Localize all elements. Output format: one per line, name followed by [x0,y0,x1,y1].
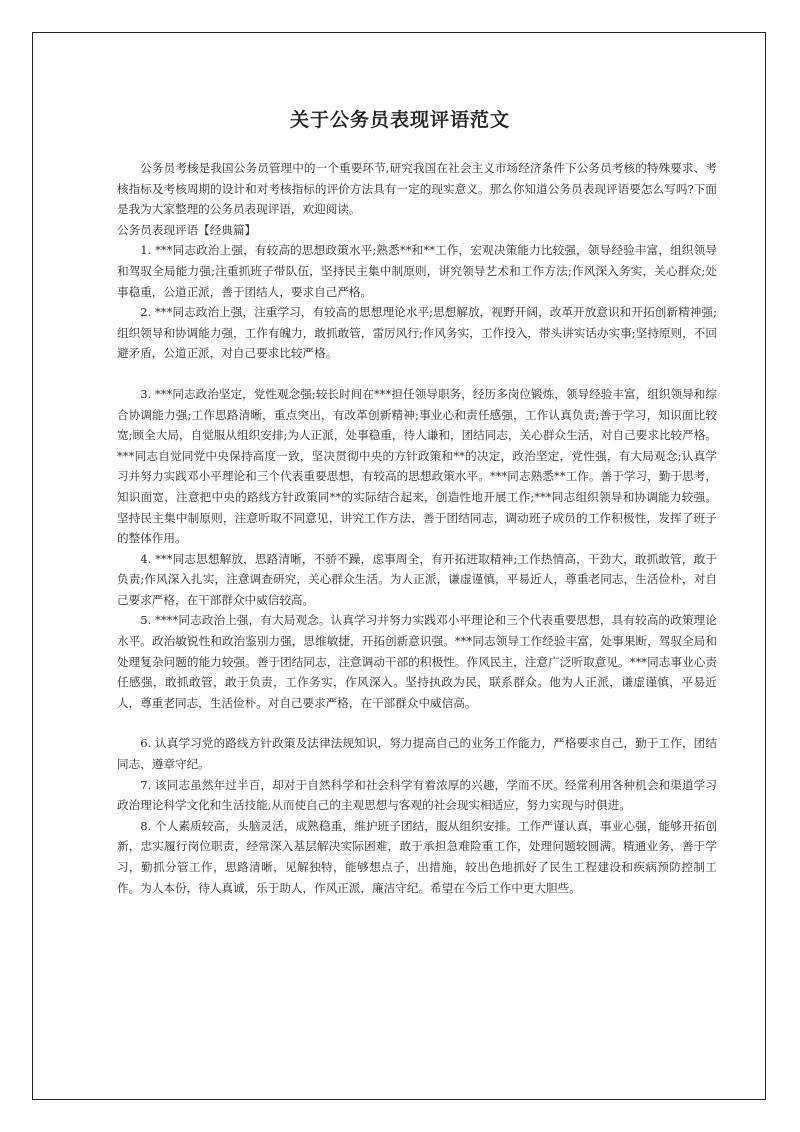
intro-paragraph: 公务员考核是我国公务员管理中的一个重要环节,研究我国在社会主义市场经济条件下公务员考核的特殊要求、考核指标及考核周期的设计和对考核指标的评价方法具有一定的现实意义。那么你知道公务员表现评语要怎么写吗?下面是我为大家整理的公务员表现评语，欢迎阅读。 [117,161,717,217]
list-item: 7. 该同志虽然年过半百，却对于自然科学和社会科学有着浓厚的兴趣，学而不厌。经常利用各种机会和渠道学习政治理论科学文化和生活技能,从而使自己的主观思想与客观的社会现实相适应，努力实现与时俱进。 [117,777,717,813]
list-item: 4. ***同志思想解放，思路清晰，不骄不躁，虑事周全，有开拓进取精神;工作热情高，干劲大，敢抓敢管，敢于负责;作风深入扎实，注意调查研究，关心群众生活。为人正派，谦虚谨慎，平易近人，尊重老同志，生活俭朴，对自己要求严格，在干部群众中威信较高。 [117,551,717,607]
list-item: 3. ***同志政治坚定，党性观念强;较长时间在***担任领导职务，经历多岗位锻炼，领导经验丰富，组织领导和综合协调能力强;工作思路清晰，重点突出，有改革创新精神;事业心和责任感强，工作认真负责;善于学习，知识面比较宽;顾全大局，自觉服从组织安排;为人正派，处事稳重，待人谦和，团结同志，关心群众生活，对自己要求比较严格。***同志自觉同党中央保持高度一致，坚决贯彻中央的方针政策和**的决定，政治坚定，党性强，有大局观念;认真学习并努力实践邓小平理论和三个代表重要思想，有较高的思想政策水平。***同志熟悉**工作。善于学习，勤于思考，知识面宽，注意把中央的路线方针政策同**的实际结合起来，创造性地开展工作;***同志组织领导和协调能力较强。坚持民主集中制原则，注意听取不同意见，讲究工作方法，善于团结同志，调动班子成员的工作积极性，发挥了班子的整体作用。 [117,386,717,546]
list-item: 6. 认真学习党的路线方针政策及法律法规知识，努力提高自己的业务工作能力，严格要求自己，勤于工作，团结同志，遵章守纪。 [117,736,717,772]
section-heading: 公务员表现评语【经典篇】 [117,222,257,237]
paragraph-gap [117,713,717,733]
document-body [117,158,717,898]
list-item: 8. 个人素质较高，头脑灵活，成熟稳重，维护班子团结，服从组织安排。工作严谨认真，事业心强，能够开拓创新，忠实履行岗位职责，经常深入基层解决实际困难，敢于承担急难险重工作，处理问题较圆满。精通业务，善于学习，勤抓分管工作，思路清晰，见解独特，能够想点子，出措施，较出色地抓好了民生工程建设和疾病预防控制工作。为人本份，待人真诚，乐于助人，作风正派，廉洁守纪。希望在今后工作中更大胆些。 [117,818,717,895]
list-item: 5. ****同志政治上强，有大局观念。认真学习并努力实践邓小平理论和三个代表重要思想，具有较高的政策理论水平。政治敏锐性和政治鉴别力强，思维敏捷，开拓创新意识强。***同志领导工作经验丰富，处事果断，驾驭全局和处理复杂问题的能力较强。善于团结同志，注意调动干部的积极性。作风民主，注意广泛听取意见。***同志事业心责任感强，敢抓敢管，敢于负责，工作务实，作风深入。坚持执政为民，联系群众。他为人正派，谦虚谨慎，平易近人，尊重老同志，生活俭朴。对自己要求严格，在干部群众中威信高。 [117,613,717,710]
list-item: 1. ***同志政治上强，有较高的思想政策水平;熟悉**和**工作，宏观决策能力比较强，领导经验丰富，组织领导和驾驭全局能力强;注重抓班子带队伍，坚持民主集中制原则，讲究领导艺术和工作方法;作风深入务实，关心群众;处事稳重，公道正派，善于团结人，要求自己严格。 [117,243,717,299]
list-item: 2. ***同志政治上强，注重学习，有较高的思想理论水平;思想解放，视野开阔，改革开放意识和开拓创新精神强;组织领导和协调能力强，工作有魄力，敢抓敢管，雷厉风行;作风务实，工作投入，带头讲实话办实事;坚持原则，不回避矛盾，公道正派，对自己要求比较严格。 [117,305,717,361]
page-frame [32,32,766,1100]
page-title: 关于公务员表现评语范文 [289,109,510,131]
paragraph-gap [117,364,717,384]
